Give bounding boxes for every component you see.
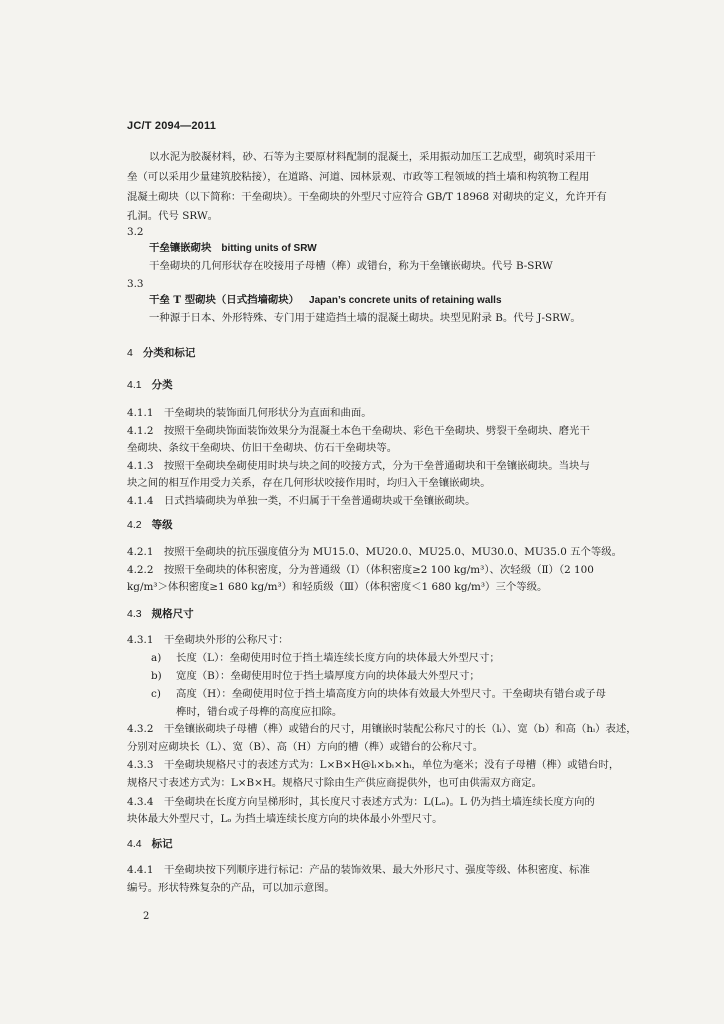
standard-code: JC/T 2094—2011: [127, 120, 217, 132]
subsection-heading: 4.3 规格尺寸: [127, 608, 194, 620]
clause-line: 4.2.2 按照干垒砌块的体积密度，分为普通级（Ⅰ）（体积密度≥2 100 kg/m³）、次轻级（Ⅱ）（2 100: [127, 564, 594, 576]
term-en: bitting units of SRW: [221, 243, 317, 254]
clause-line: 4.1.4 日式挡墙砌块为单独一类，不归属于干垒普通砌块或干垒镶嵌砌块。: [127, 495, 476, 507]
section-heading: 4 分类和标记: [127, 347, 196, 359]
clause-line: kg/m³＞体积密度≥1 680 kg/m³）和轻质级（Ⅲ）（体积密度＜1 680 kg/m³）三个等级。: [127, 581, 548, 593]
term-zh: 干垒 T 型砌块（日式挡墙砌块）: [149, 294, 300, 306]
term-en: Japan’s concrete units of retaining walls: [309, 295, 502, 306]
paragraph-line: 混凝土砌块（以下简称：干垒砌块）。干垒砌块的外型尺寸应符合 GB/T 18968 对砌块的定义，允许开有: [127, 191, 607, 203]
clause-line: 4.4.1 干垒砌块按下列顺序进行标记：产品的装饰效果、最大外形尺寸、强度等级、体积密度、标准: [127, 864, 590, 876]
page-number: 2: [143, 911, 150, 922]
clause-line: 规格尺寸表述方式为：L×B×H。规格尺寸除由生产供应商提供外，也可由供需双方商定。: [127, 777, 543, 789]
clause-line: 4.3.2 干垒镶嵌砌块子母槽（榫）或错台的尺寸，用镶嵌时装配公称尺寸的长（lᵢ）、宽（b）和高（hᵢ）表述，: [127, 723, 637, 735]
list-item: 长度（L）：垒砌使用时位于挡土墙连续长度方向的块体最大外型尺寸；: [176, 652, 500, 664]
term-definition: 干垒砌块的几何形状存在咬接用子母槽（榫）或错台，称为干垒镶嵌砌块。代号 B-SRW: [149, 260, 553, 272]
subsection-heading: 4.4 标记: [127, 838, 173, 850]
list-mark: c): [151, 688, 161, 700]
term-heading: [149, 241, 317, 256]
list-item-continuation: 榫时，错台或子母榫的高度应扣除。: [176, 706, 343, 718]
paragraph-line: 垒（可以采用少量建筑胶粘接），在道路、河道、园林景观、市政等工程领域的挡土墙和构筑物工程用: [127, 171, 590, 183]
clause-number: 3.2: [127, 226, 144, 238]
paragraph-line: 以水泥为胶凝材料，砂、石等为主要原材料配制的混凝土，采用振动加压工艺成型，砌筑时采用干: [149, 151, 596, 163]
clause-line: 块体最大外型尺寸，Lₒ 为挡土墙连续长度方向的块体最小外型尺寸。: [127, 813, 443, 825]
list-mark: b): [151, 670, 162, 682]
clause-line: 分别对应砌块长（L）、宽（B）、高（H）方向的槽（榫）或错台的公称尺寸。: [127, 741, 484, 753]
clause-line: 4.3.3 干垒砌块规格尺寸的表述方式为：L×B×H@lᵢ×bᵢ×hᵢ，单位为毫米；没有子母槽（榫）或错台时，: [127, 759, 620, 771]
subsection-heading: 4.2 等级: [127, 519, 173, 531]
list-item: 高度（H）：垒砌使用时位于挡土墙高度方向的块体有效最大外型尺寸。干垒砌块有错台或子母: [176, 688, 606, 700]
clause-line: 块之间的相互作用受力关系，存在几何形状咬接作用时，均归入干垒镶嵌砌块。: [127, 477, 491, 489]
clause-number: 3.3: [127, 278, 144, 290]
list-item: 宽度（B）：垒砌使用时位于挡土墙厚度方向的块体最大外型尺寸；: [176, 670, 480, 682]
term-heading: [149, 293, 502, 308]
clause-line: 4.2.1 按照干垒砌块的抗压强度值分为 MU15.0、MU20.0、MU25.0、MU30.0、MU35.0 五个等级。: [127, 546, 623, 558]
list-mark: a): [151, 652, 162, 664]
term-zh: 干垒镶嵌砌块: [149, 242, 212, 254]
clause-line: 4.1.3 按照干垒砌块垒砌使用时块与块之间的咬接方式，分为干垒普通砌块和干垒镶嵌砌块。当块与: [127, 460, 590, 472]
subsection-heading: 4.1 分类: [127, 379, 173, 391]
clause-line: 4.1.2 按照干垒砌块饰面装饰效果分为混凝土本色干垒砌块、彩色干垒砌块、劈裂干垒砌块、磨光干: [127, 425, 590, 437]
clause-line: 垒砌块、条纹干垒砌块、仿旧干垒砌块、仿石干垒砌块等。: [127, 442, 398, 454]
clause-line: 4.3.1 干垒砌块外形的公称尺寸：: [127, 634, 289, 646]
clause-line: 4.3.4 干垒砌块在长度方向呈梯形时，其长度尺寸表述方式为：L(Lₒ)。L 仍为挡土墙连续长度方向的: [127, 796, 595, 808]
clause-line: 4.1.1 干垒砌块的装饰面几何形状分为直面和曲面。: [127, 407, 372, 419]
paragraph-line: 孔洞。代号 SRW。: [127, 210, 219, 222]
clause-line: 编号。形状特殊复杂的产品，可以加示意图。: [127, 882, 335, 894]
term-definition: 一种源于日本、外形特殊、专门用于建造挡土墙的混凝土砌块。块型见附录 B。代号 J-SRW。: [149, 312, 581, 324]
